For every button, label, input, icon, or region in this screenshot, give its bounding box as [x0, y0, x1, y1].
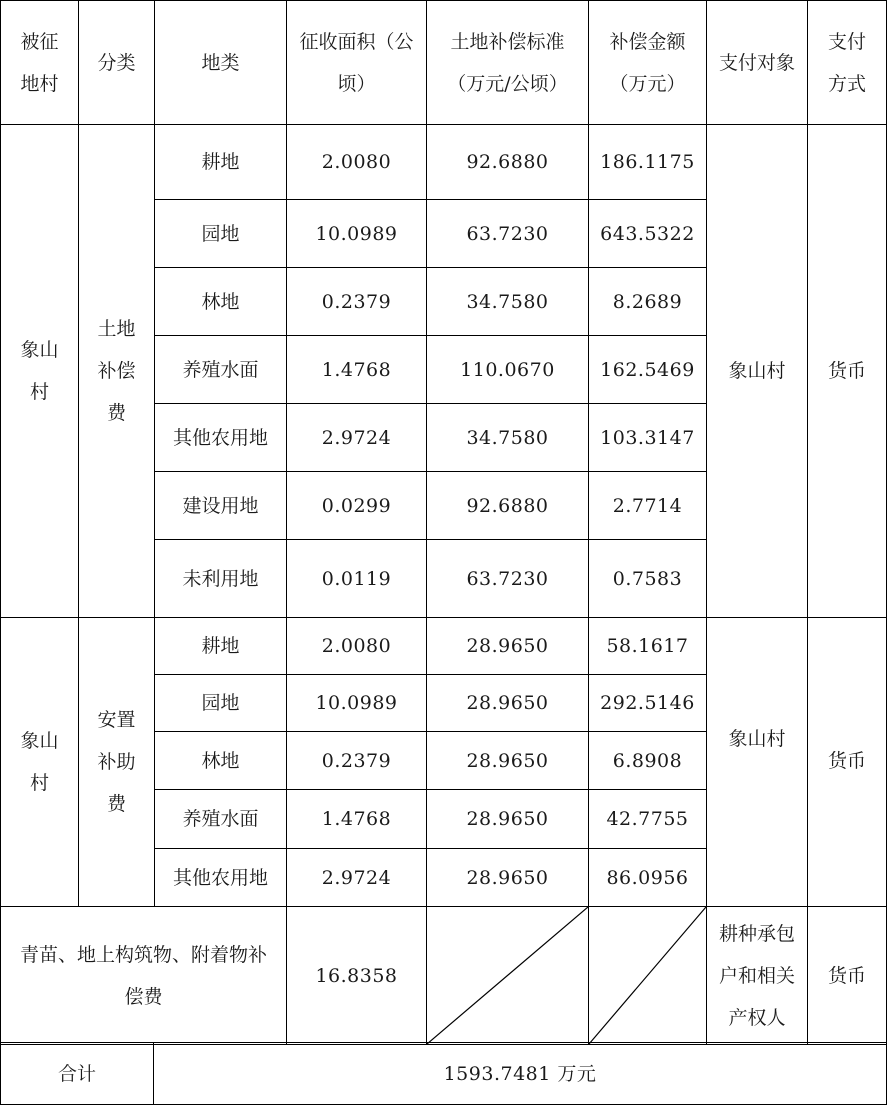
standard-cell: 34.7580	[427, 404, 589, 472]
amount-cell: 643.5322	[589, 200, 707, 268]
section1-payment: 货币	[808, 125, 887, 618]
section1-village: 象山 村	[1, 125, 79, 618]
amount-cell: 103.3147	[589, 404, 707, 472]
total-table	[0, 1042, 887, 1105]
land-type-cell: 园地	[155, 200, 287, 268]
amount-cell: 292.5146	[589, 675, 707, 732]
standard-cell: 92.6880	[427, 472, 589, 540]
standard-cell: 28.9650	[427, 849, 589, 907]
section2-payment: 货币	[808, 618, 887, 907]
land-type-cell: 未利用地	[155, 540, 287, 618]
empty-amount-cell	[589, 907, 707, 1045]
standard-cell: 110.0670	[427, 336, 589, 404]
amount-cell: 162.5469	[589, 336, 707, 404]
amount-cell: 0.7583	[589, 540, 707, 618]
area-cell: 0.2379	[287, 268, 427, 336]
land-type-cell: 建设用地	[155, 472, 287, 540]
standard-cell: 28.9650	[427, 675, 589, 732]
total-value: 1593.7481 万元	[154, 1043, 887, 1105]
amount-cell: 6.8908	[589, 732, 707, 790]
area-cell: 2.9724	[287, 404, 427, 472]
land-type-cell: 林地	[155, 732, 287, 790]
amount-cell: 186.1175	[589, 125, 707, 200]
header-category: 分类	[79, 1, 155, 125]
area-cell: 10.0989	[287, 200, 427, 268]
section3-payee: 耕种承包 户和相关 产权人	[707, 907, 808, 1045]
total-label: 合计	[1, 1043, 154, 1105]
land-type-cell: 园地	[155, 675, 287, 732]
area-cell: 0.0299	[287, 472, 427, 540]
section2-village: 象山 村	[1, 618, 79, 907]
diagonal-strike	[589, 907, 706, 1044]
section3-label: 青苗、地上构筑物、附着物补 偿费	[1, 907, 287, 1045]
section3-area: 16.8358	[287, 907, 427, 1045]
header-area: 征收面积（公 顷）	[287, 1, 427, 125]
area-cell: 2.0080	[287, 125, 427, 200]
header-standard: 土地补偿标准 （万元/公顷）	[427, 1, 589, 125]
section2-category: 安置 补助 费	[79, 618, 155, 907]
amount-cell: 2.7714	[589, 472, 707, 540]
total-row	[1, 1043, 887, 1105]
header-amount: 补偿金额 （万元）	[589, 1, 707, 125]
table-row	[1, 125, 887, 200]
standard-cell: 28.9650	[427, 732, 589, 790]
standard-cell: 92.6880	[427, 125, 589, 200]
area-cell: 1.4768	[287, 790, 427, 849]
amount-cell: 42.7755	[589, 790, 707, 849]
section1-category: 土地 补偿 费	[79, 125, 155, 618]
land-type-cell: 其他农用地	[155, 404, 287, 472]
area-cell: 2.9724	[287, 849, 427, 907]
land-type-cell: 耕地	[155, 618, 287, 675]
area-cell: 1.4768	[287, 336, 427, 404]
standard-cell: 28.9650	[427, 618, 589, 675]
header-village: 被征 地村	[1, 1, 79, 125]
land-type-cell: 养殖水面	[155, 336, 287, 404]
table-row	[1, 907, 887, 1045]
area-cell: 2.0080	[287, 618, 427, 675]
section3-payment: 货币	[808, 907, 887, 1045]
standard-cell: 28.9650	[427, 790, 589, 849]
section2-payee: 象山村	[707, 618, 808, 907]
standard-cell: 63.7230	[427, 540, 589, 618]
amount-cell: 8.2689	[589, 268, 707, 336]
land-type-cell: 其他农用地	[155, 849, 287, 907]
header-row	[1, 1, 887, 125]
area-cell: 0.2379	[287, 732, 427, 790]
empty-standard-cell	[427, 907, 589, 1045]
area-cell: 0.0119	[287, 540, 427, 618]
section1-payee: 象山村	[707, 125, 808, 618]
diagonal-strike	[427, 907, 588, 1044]
land-type-cell: 林地	[155, 268, 287, 336]
header-payee: 支付对象	[707, 1, 808, 125]
table-row	[1, 618, 887, 675]
amount-cell: 58.1617	[589, 618, 707, 675]
amount-cell: 86.0956	[589, 849, 707, 907]
land-type-cell: 养殖水面	[155, 790, 287, 849]
standard-cell: 63.7230	[427, 200, 589, 268]
area-cell: 10.0989	[287, 675, 427, 732]
standard-cell: 34.7580	[427, 268, 589, 336]
header-land-type: 地类	[155, 1, 287, 125]
land-type-cell: 耕地	[155, 125, 287, 200]
header-payment: 支付 方式	[808, 1, 887, 125]
